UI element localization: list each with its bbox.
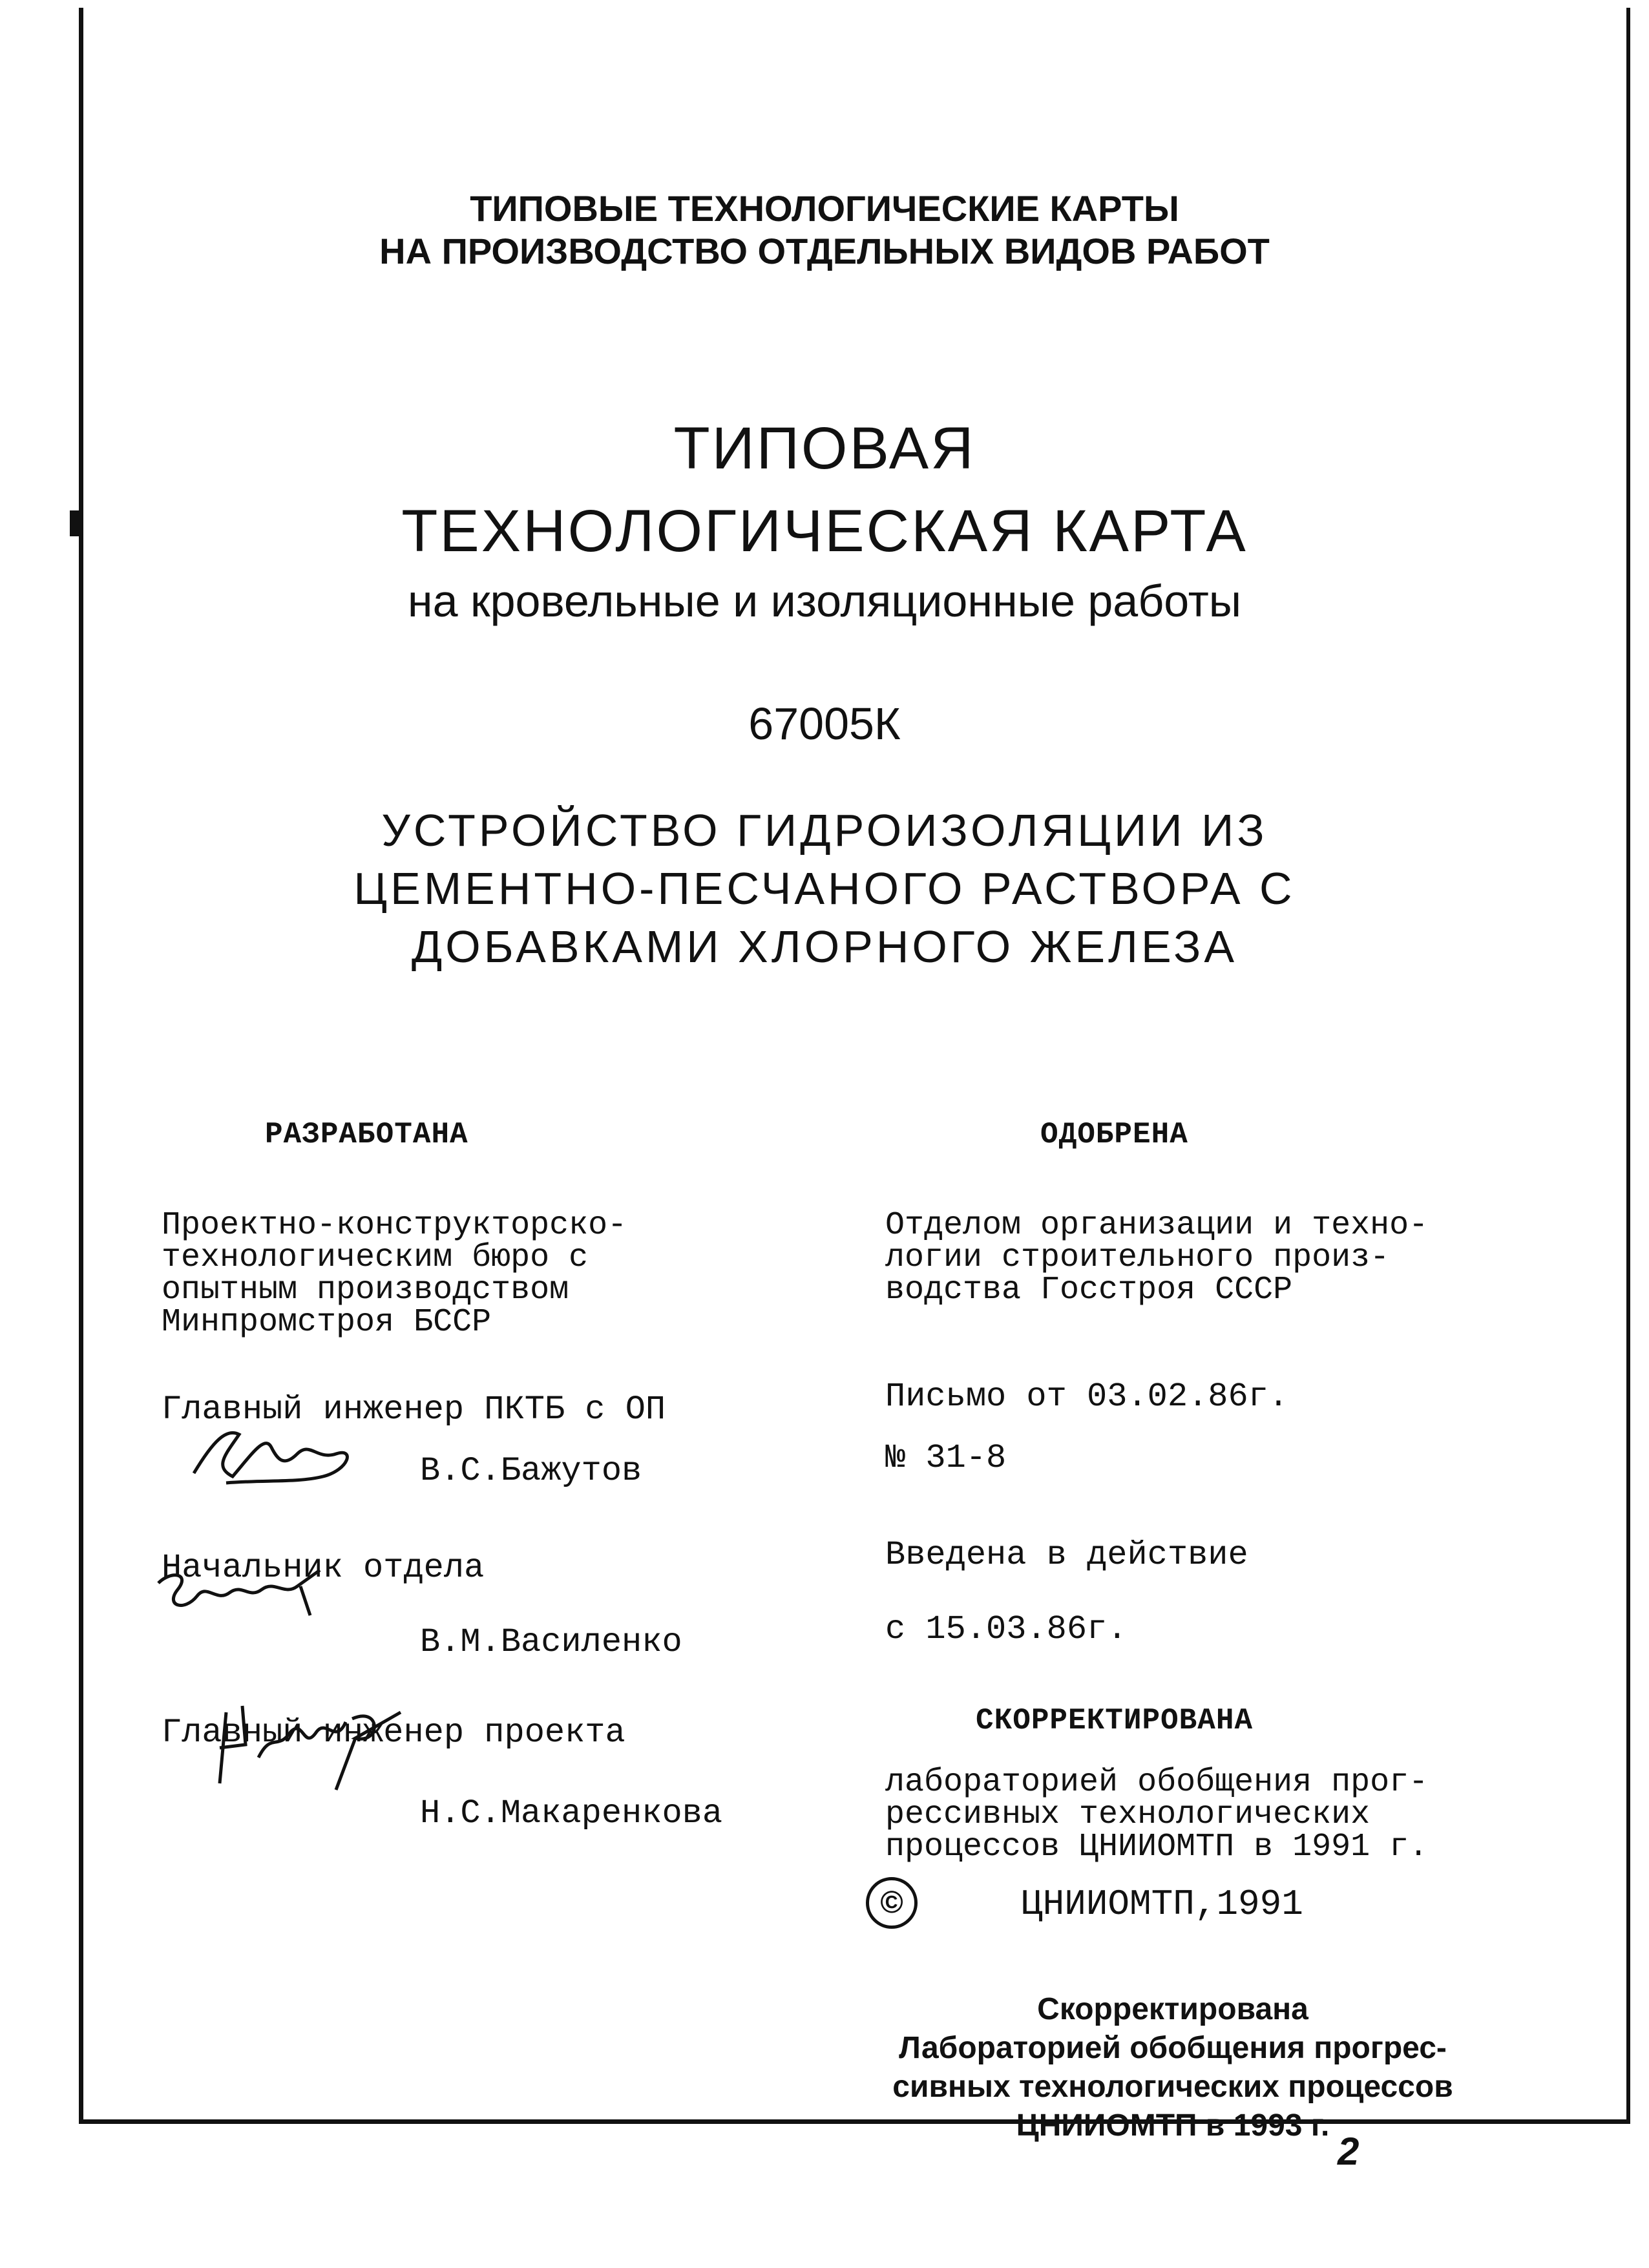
dept-head-title: Начальник отдела (162, 1549, 485, 1587)
corrected-text-line: лабораторией обобщения прог- (885, 1764, 1429, 1801)
approved-org-line: логии строительного произ- (885, 1239, 1390, 1276)
approval-number: № 31-8 (885, 1439, 1007, 1477)
footer-line: сивных технологических процессов (892, 2070, 1453, 2104)
chief-engineer-name: В.С.Бажутов (420, 1452, 642, 1490)
corrected-text (885, 1764, 1531, 1865)
topic-title (0, 801, 1649, 976)
approved-org-line: водства Госстроя СССР (885, 1272, 1293, 1308)
signature-project-engineer (207, 1693, 414, 1796)
effective-date: с 15.03.86г. (885, 1610, 1128, 1648)
footer-line: Скорректирована (1037, 1992, 1308, 2026)
developed-org-line: технологическим бюро с (162, 1239, 589, 1276)
corrected-text-line: процессов ЦНИИОМТП в 1991 г. (885, 1829, 1429, 1865)
footer-line: ЦНИИОМТП в 1993 г. (1016, 2108, 1330, 2143)
main-title (0, 407, 1649, 572)
topic-line-1: УСТРОЙСТВО ГИДРОИЗОЛЯЦИИ ИЗ (381, 805, 1268, 856)
series-line-1: ТИПОВЫЕ ТЕХНОЛОГИЧЕСКИЕ КАРТЫ (470, 188, 1179, 229)
signature-chief-engineer (187, 1415, 375, 1493)
footer-line: Лабораторией обобщения прогрес- (899, 2031, 1447, 2065)
approved-section (885, 1118, 1531, 1864)
topic-line-3: ДОБАВКАМИ ХЛОРНОГО ЖЕЛЕЗА (411, 921, 1238, 972)
document-code: 67005К (748, 698, 901, 749)
project-engineer-name: Н.С.Макаренкова (420, 1794, 723, 1832)
corrected-heading: СКОРРЕКТИРОВАНА (976, 1704, 1254, 1738)
subtitle: на кровельные и изоляционные работы (407, 576, 1242, 626)
topic-line-2: ЦЕМЕНТНО-ПЕСЧАНОГО РАСТВОРА С (353, 863, 1296, 914)
developed-org-line: Минпромстроя БССР (162, 1304, 492, 1341)
main-title-line-2: ТЕХНОЛОГИЧЕСКАЯ КАРТА (401, 498, 1248, 564)
approved-org (885, 1207, 1531, 1308)
developed-org (162, 1207, 808, 1341)
effective-label: Введена в действие (885, 1536, 1248, 1574)
copyright-icon: © (866, 1877, 918, 1929)
dept-head-name: В.М.Василенко (420, 1623, 682, 1661)
developed-heading: РАЗРАБОТАНА (265, 1118, 468, 1151)
signature-dept-head (145, 1557, 339, 1628)
project-engineer-title: Главный инженер проекта (162, 1714, 625, 1752)
page-number: 2 (1338, 2130, 1360, 2173)
approved-heading: ОДОБРЕНА (1040, 1118, 1188, 1151)
developed-org-line: опытным производством (162, 1272, 569, 1308)
chief-engineer-title: Главный инженер ПКТБ с ОП (162, 1391, 666, 1429)
copyright-text: ЦНИИОМТП,1991 (1021, 1884, 1303, 1925)
developed-org-line: Проектно-конструкторско- (162, 1207, 627, 1244)
footer-note (866, 1990, 1480, 2145)
approved-org-line: Отделом организации и техно- (885, 1207, 1429, 1244)
frame-left-border (79, 8, 83, 2124)
main-title-line-1: ТИПОВАЯ (673, 415, 976, 481)
corrected-text-line: рессивных технологических (885, 1796, 1371, 1833)
series-line-2: НА ПРОИЗВОДСТВО ОТДЕЛЬНЫХ ВИДОВ РАБОТ (379, 231, 1270, 271)
frame-right-border (1626, 8, 1630, 2124)
series-title (0, 187, 1649, 273)
approval-letter: Письмо от 03.02.86г. (885, 1378, 1289, 1416)
